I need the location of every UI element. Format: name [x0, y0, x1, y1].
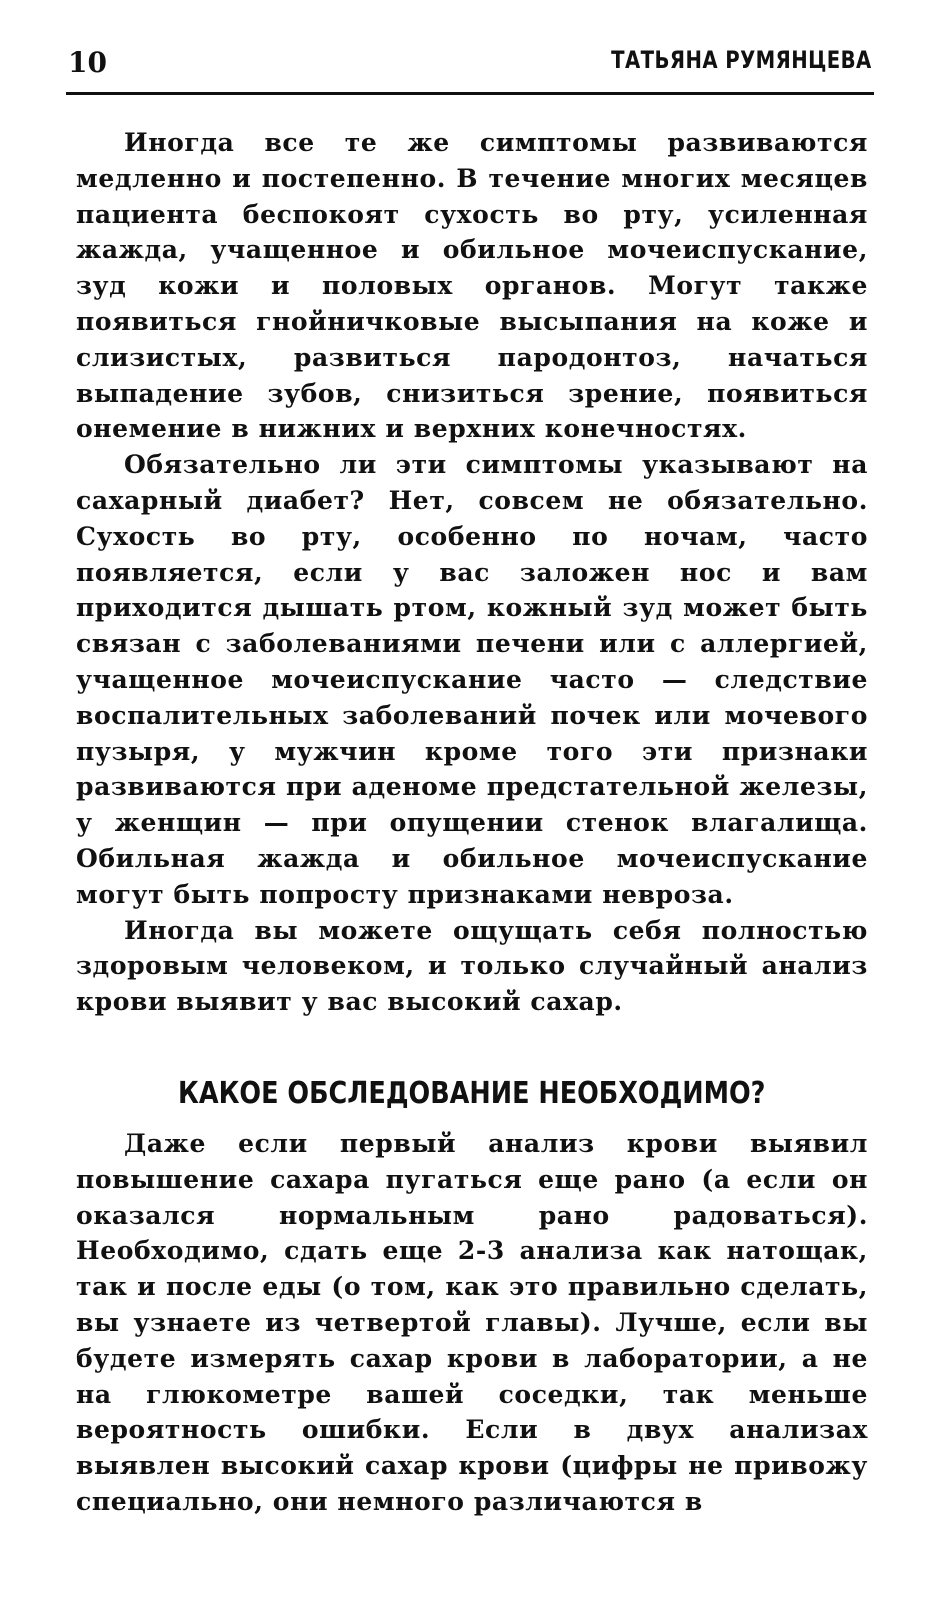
paragraph-examination: Даже если первый анализ крови выявил повышение сахара пугаться еще рано (а если он оказался нормальным рано радоваться). Необходимо, сдать еще 2-3 анализа как натощак, так и после еды (о том, как это правильно сделать, вы узнаете из четвертой главы). Лучше, если вы будете измерять сахар крови в лаборатории, а не на глюкометре вашей соседки, так меньше вероятность ошибки. Если в двух анализах выявлен высокий сахар крови (цифры не привожу специально, они немного различаются в	[76, 1129, 868, 1516]
paragraph-differential: Обязательно ли эти симптомы указывают на сахарный диабет? Нет, совсем не обязательно. Сухость во рту, особенно по ночам, часто появляется, если у вас заложен нос и вам приходится дышать ртом, кожный зуд может быть связан с заболеваниями печени или с аллергией, учащенное мочеиспускание часто — следствие воспалительных заболеваний почек или мочевого пузыря, у мужчин кроме того эти признаки развиваются при аденоме предстательной железы, у женщин — при опущении стенок влагалища. Обильная жажда и обильное мочеиспускание могут быть попросту признаками невроза.	[76, 450, 868, 909]
text-block-top	[76, 125, 868, 1020]
section-heading: КАКОЕ ОБСЛЕДОВАНИЕ НЕОБХОДИМО?	[178, 1076, 766, 1111]
page-number: 10	[68, 46, 107, 79]
header-rule	[66, 92, 874, 95]
author-name: ТАТЬЯНА РУМЯНЦЕВА	[611, 46, 872, 74]
paragraph-incidental: Иногда вы можете ощущать себя полностью здоровым человеком, и только случайный анализ крови выявит у вас высокий сахар.	[76, 915, 868, 1017]
running-head	[66, 40, 874, 88]
paragraph-symptoms: Иногда все те же симптомы развиваются медленно и постепенно. В течение многих месяцев пациента беспокоят сухость во рту, усиленная жажда, учащенное и обильное мочеиспускание, зуд кожи и половых органов. Могут также появиться гнойничковые высыпания на коже и слизистых, развиться пародонтоз, начаться выпадение зубов, снизиться зрение, появиться онемение в нижних и верхних конечностях.	[76, 128, 868, 444]
text-block-bottom	[76, 1126, 868, 1520]
